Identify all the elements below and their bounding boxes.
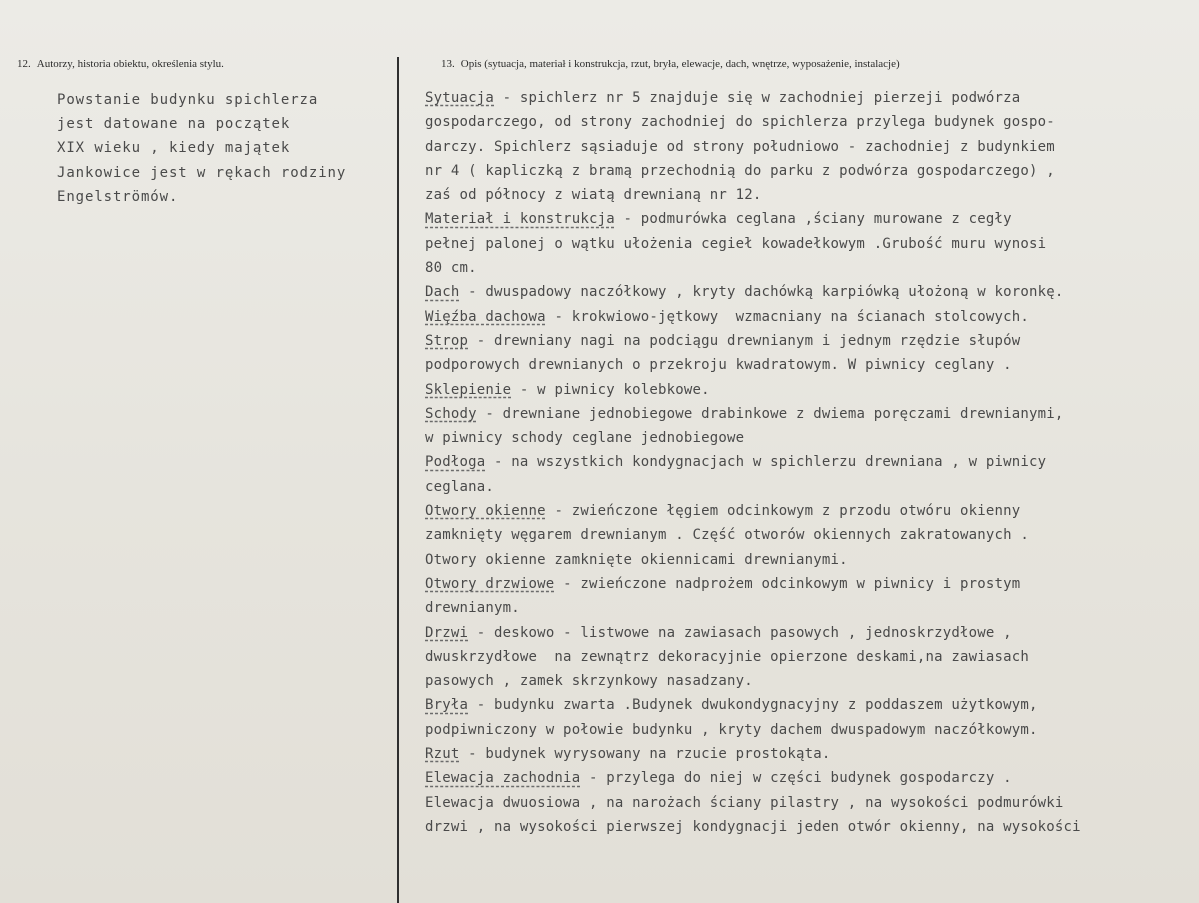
description-line (425, 256, 1195, 280)
description-line (425, 426, 1195, 450)
description-text-run: - przylega do niej w części budynek gospodarczy . (580, 770, 1012, 787)
section-keyword: Podłoga (425, 454, 486, 471)
description-text-run: - budynek wyrysowany na rzucie prostokąta. (459, 746, 831, 763)
description-text (425, 86, 1195, 839)
section-keyword: Drzwi (425, 624, 469, 641)
description-line (425, 742, 1195, 766)
description-line (425, 353, 1195, 377)
description-line (425, 329, 1195, 353)
section-13-header (441, 58, 900, 70)
description-text-run: - deskowo - listwowe na zawiasach pasowych , jednoskrzydłowe , (468, 624, 1012, 641)
history-line: Jankowice jest w rękach rodziny (57, 164, 347, 181)
description-text-run: - zwieńczone nadprożem odcinkowym w piwnicy i prostym (554, 575, 1021, 592)
description-text-run: ceglana. (425, 478, 495, 495)
description-text-run: - drewniany nagi na podciągu drewnianym i jednym rzędzie słupów (468, 332, 1021, 349)
section-13-number: 13. (441, 58, 455, 70)
section-keyword: Sytuacja (425, 90, 495, 106)
section-12-title: Autorzy, historia obiektu, określenia stylu. (36, 58, 224, 70)
description-line (425, 159, 1195, 183)
description-text-run: - dwuspadowy naczółkowy , kryty dachówką karpiówką ułożoną w koronkę. (459, 284, 1064, 301)
description-line (425, 718, 1195, 742)
description-text-run: - podmurówka ceglana ,ściany murowane z cegły (614, 211, 1012, 228)
description-text-run: darczy. Spichlerz sąsiaduje od strony południowo - zachodniej z budynkiem (425, 138, 1055, 155)
description-text-run: drewnianym. (425, 600, 520, 617)
section-12-header (17, 58, 224, 70)
description-text-run: - w piwnicy kolebkowe. (511, 381, 710, 398)
section-keyword: Elewacja zachodnia (425, 770, 581, 787)
description-line (425, 766, 1195, 790)
description-text-run: Elewacja dwuosiowa , na narożach ściany pilastry , na wysokości podmurówki (425, 794, 1064, 811)
description-line (425, 207, 1195, 231)
description-line (425, 499, 1195, 523)
description-line (425, 791, 1195, 815)
description-line (425, 815, 1195, 839)
description-text-run: pasowych , zamek skrzynkowy nasadzany. (425, 673, 753, 690)
section-keyword: Materiał i konstrukcja (425, 211, 615, 228)
section-keyword: Dach (425, 284, 460, 301)
section-13-title: Opis (sytuacja, materiał i konstrukcja, rzut, bryła, elewacje, dach, wnętrze, wyposażenie, instalacje) (460, 58, 900, 70)
section-keyword: Schody (425, 405, 477, 422)
description-text-run: - krokwiowo-jętkowy wzmacniany na ścianach stolcowych. (545, 308, 1030, 325)
description-text-run: Otwory okienne zamknięte okiennicami drewnianymi. (425, 551, 848, 568)
description-line (425, 305, 1195, 329)
description-line (425, 232, 1195, 256)
history-line: jest datowane na początek (57, 116, 291, 133)
description-line (425, 378, 1195, 402)
section-keyword: Sklepienie (425, 381, 512, 398)
section-keyword: Rzut (425, 746, 460, 763)
column-divider (397, 57, 399, 903)
description-line (425, 450, 1195, 474)
description-line (425, 402, 1195, 426)
description-text-run: w piwnicy schody ceglane jednobiegowe (425, 430, 745, 447)
section-keyword: Otwory okienne (425, 503, 546, 520)
history-line: Engelströmów. (57, 188, 179, 205)
section-keyword: Otwory drzwiowe (425, 575, 555, 592)
description-text-run: dwuskrzydłowe na zewnątrz dekoracyjnie opierzone deskami,na zawiasach (425, 648, 1030, 665)
description-line (425, 572, 1195, 596)
description-text-run: gospodarczego, od strony zachodniej do spichlerza przylega budynek gospo- (425, 114, 1055, 131)
description-line (425, 693, 1195, 717)
description-text-run: - drewniane jednobiegowe drabinkowe z dwiema poręczami drewnianymi, (476, 405, 1064, 422)
description-line (425, 645, 1195, 669)
section-keyword: Strop (425, 332, 469, 349)
description-line (425, 596, 1195, 620)
history-line: Powstanie budynku spichlerza (57, 92, 319, 108)
description-line (425, 183, 1195, 207)
description-text-run: - spichlerz nr 5 znajduje się w zachodniej pierzeji podwórza (494, 90, 1021, 106)
description-text-run: - na wszystkich kondygnacjach w spichlerzu drewniana , w piwnicy (485, 454, 1047, 471)
description-text-run: nr 4 ( kapliczką z bramą przechodnią do parku z podwórza gospodarczego) , (425, 162, 1055, 179)
description-text-run: - budynku zwarta .Budynek dwukondygnacyjny z poddaszem użytkowym, (468, 697, 1038, 714)
description-text-run: zaś od północy z wiatą drewnianą nr 12. (425, 187, 762, 204)
section-12-number: 12. (17, 58, 31, 70)
description-line (425, 86, 1195, 110)
description-line (425, 548, 1195, 572)
description-text-run: zamknięty węgarem drewnianym . Część otworów okiennych zakratowanych . (425, 527, 1030, 544)
description-line (425, 523, 1195, 547)
history-line: XIX wieku , kiedy majątek (57, 140, 291, 157)
section-keyword: Bryła (425, 697, 469, 714)
description-text-run: - zwieńczone łęgiem odcinkowym z przodu otwóru okienny (545, 503, 1021, 520)
history-text (57, 88, 387, 209)
description-line (425, 475, 1195, 499)
description-line (425, 280, 1195, 304)
description-line (425, 621, 1195, 645)
description-text-run: podpiwniczony w połowie budynku , kryty dachem dwuspadowym naczółkowym. (425, 721, 1038, 738)
description-line (425, 669, 1195, 693)
description-line (425, 110, 1195, 134)
description-text-run: pełnej palonej o wątku ułożenia cegieł kowadełkowym .Grubość muru wynosi (425, 235, 1047, 252)
description-text-run: podporowych drewnianych o przekroju kwadratowym. W piwnicy ceglany . (425, 357, 1012, 374)
section-keyword: Więźba dachowa (425, 308, 546, 325)
description-text-run: 80 cm. (425, 260, 477, 277)
description-line (425, 135, 1195, 159)
description-text-run: drzwi , na wysokości pierwszej kondygnacji jeden otwór okienny, na wysokości (425, 818, 1081, 835)
